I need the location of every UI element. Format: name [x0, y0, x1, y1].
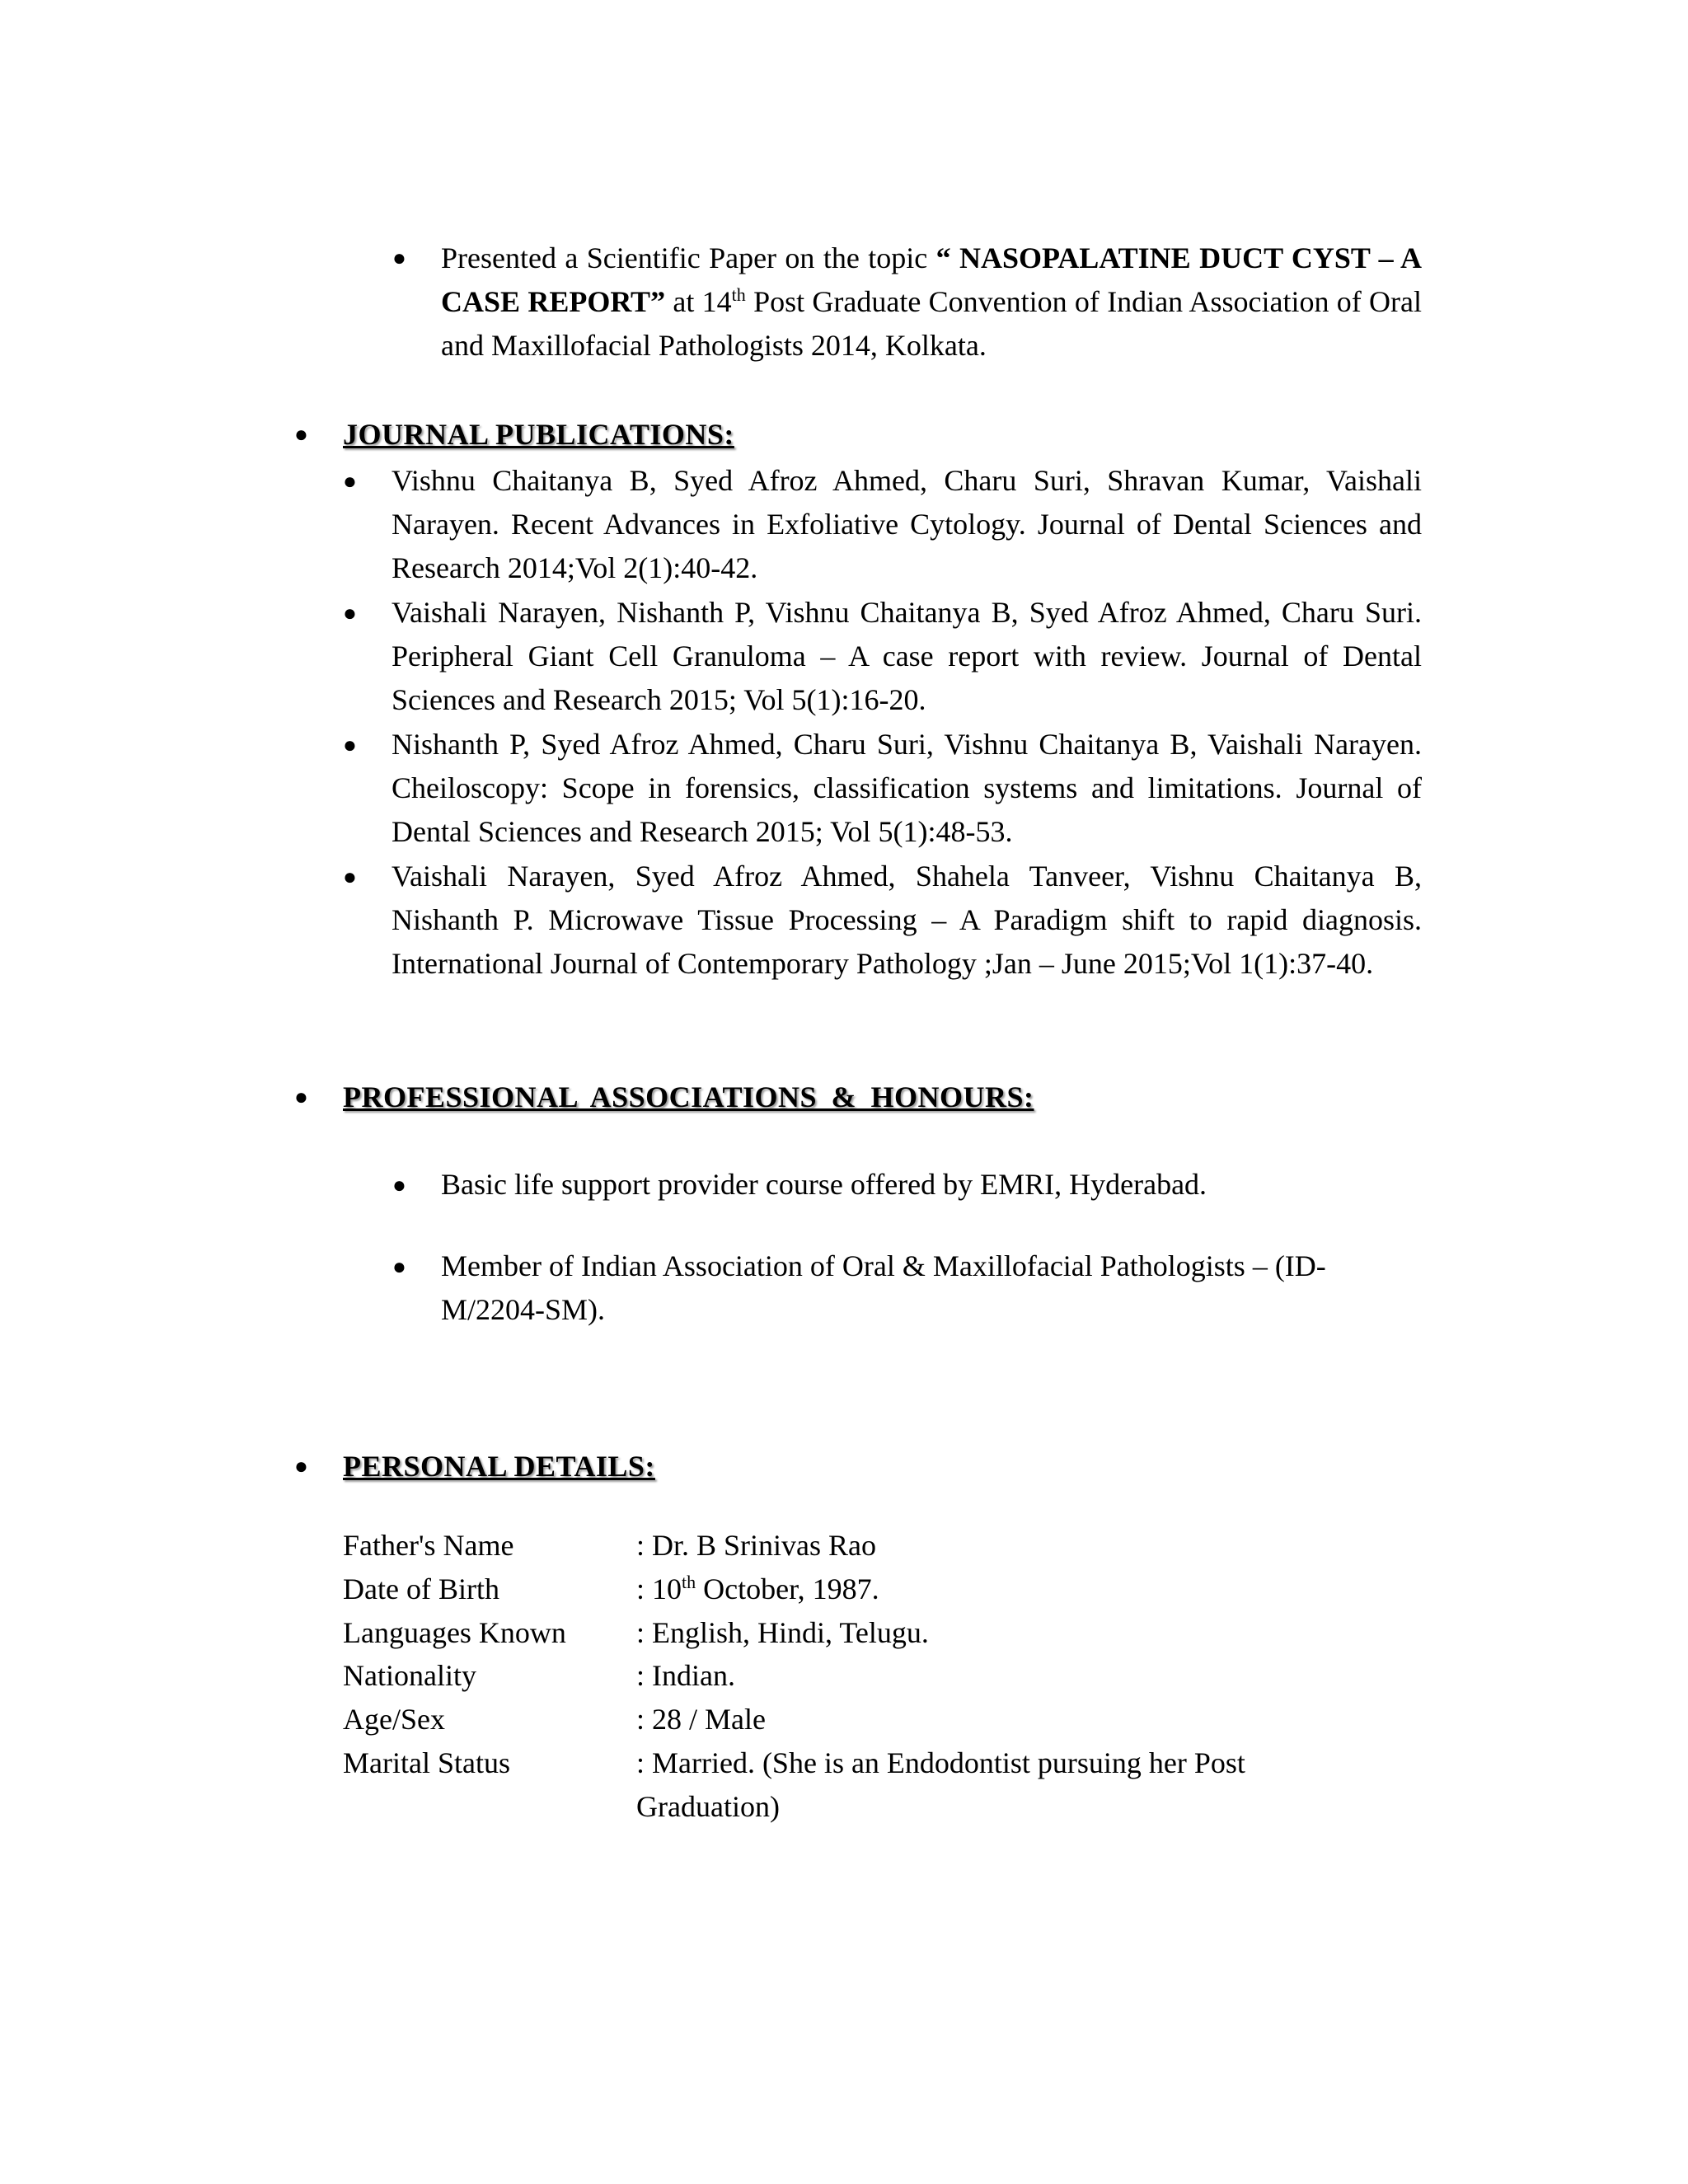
detail-label: Date of Birth: [343, 1572, 499, 1605]
bullet-icon: ●: [343, 733, 357, 758]
professional-item: Basic life support provider course offered by EMRI, Hyderabad.: [441, 1168, 1207, 1201]
presentation-topic: “ NASOPALATINE DUCT CYST – A CASE REPORT”: [441, 241, 1422, 318]
detail-row-fathers-name: [343, 1524, 876, 1568]
detail-value: : Indian.: [636, 1659, 735, 1692]
detail-label: Nationality: [343, 1659, 476, 1692]
presentation-suffix: Post Graduate Convention of Indian Association of Oral and Maxillofacial Pathologists 2014, Kolkata.: [441, 285, 1423, 362]
professional-heading: PROFESSIONAL ASSOCIATIONS & HONOURS:: [343, 1080, 1034, 1113]
bullet-icon: ●: [343, 469, 357, 494]
detail-value: : English, Hindi, Telugu.: [636, 1616, 929, 1649]
bullet-icon: ●: [294, 1454, 308, 1479]
detail-row-languages: [343, 1611, 929, 1655]
dob-suffix: October, 1987.: [696, 1572, 879, 1605]
presentation-prefix: Presented a Scientific Paper on the topic: [441, 241, 936, 274]
journal-item: Nishanth P, Syed Afroz Ahmed, Charu Suri, Vishnu Chaitanya B, Vaishali Narayen. Cheiloscopy: Scope in forensics, classification systems and limitations. Journal of Dental Sciences and Research 2015; Vol 5(1):48-53.: [392, 728, 1422, 848]
detail-row-nationality: [343, 1654, 735, 1698]
detail-value: [636, 1568, 879, 1611]
presentation-sup: th: [731, 284, 746, 305]
detail-label: Languages Known: [343, 1616, 566, 1649]
journal-item: Vishnu Chaitanya B, Syed Afroz Ahmed, Charu Suri, Shravan Kumar, Vaishali Narayen. Recent Advances in Exfoliative Cytology. Journal of Dental Sciences and Research 2014;Vol 2(1):40-42.: [392, 464, 1422, 584]
journal-item: Vaishali Narayen, Nishanth P, Vishnu Chaitanya B, Syed Afroz Ahmed, Charu Suri. Peripheral Giant Cell Granuloma – A case report with review. Journal of Dental Sciences and Research 2015; Vol 5(1):16-20.: [392, 596, 1422, 716]
bullet-icon: ●: [343, 601, 357, 626]
dob-sup: th: [682, 1572, 696, 1592]
detail-label: Age/Sex: [343, 1703, 445, 1736]
bullet-icon: ●: [392, 1254, 406, 1280]
bullet-icon: ●: [294, 422, 308, 448]
detail-label: Father's Name: [343, 1529, 514, 1562]
detail-label: Marital Status: [343, 1746, 510, 1779]
journal-item: Vaishali Narayen, Syed Afroz Ahmed, Shahela Tanveer, Vishnu Chaitanya B, Nishanth P. Microwave Tissue Processing – A Paradigm shift to rapid diagnosis. International Journal of Contemporary Pathology ;Jan – June 2015;Vol 1(1):37-40.: [392, 860, 1422, 980]
detail-value: : Dr. B Srinivas Rao: [636, 1529, 877, 1562]
bullet-icon: ●: [343, 865, 357, 890]
detail-row-marital: [343, 1741, 636, 1785]
dob-prefix: : 10: [636, 1572, 682, 1605]
presentation-middle: at 14: [665, 285, 732, 318]
detail-value-marital: : Married. (She is an Endodontist pursuing her Post Graduation): [636, 1746, 1245, 1823]
personal-heading: PERSONAL DETAILS:: [343, 1450, 655, 1483]
detail-row-age-sex: [343, 1698, 766, 1741]
detail-value: : 28 / Male: [636, 1703, 766, 1736]
bullet-icon: ●: [392, 246, 406, 271]
presentation-entry: [441, 237, 1422, 368]
professional-item: Member of Indian Association of Oral & Maxillofacial Pathologists – (ID- M/2204-SM).: [441, 1249, 1326, 1326]
bullet-icon: ●: [294, 1085, 308, 1110]
detail-row-dob: [343, 1568, 879, 1611]
journal-heading: JOURNAL PUBLICATIONS:: [343, 418, 734, 451]
bullet-icon: ●: [392, 1173, 406, 1198]
